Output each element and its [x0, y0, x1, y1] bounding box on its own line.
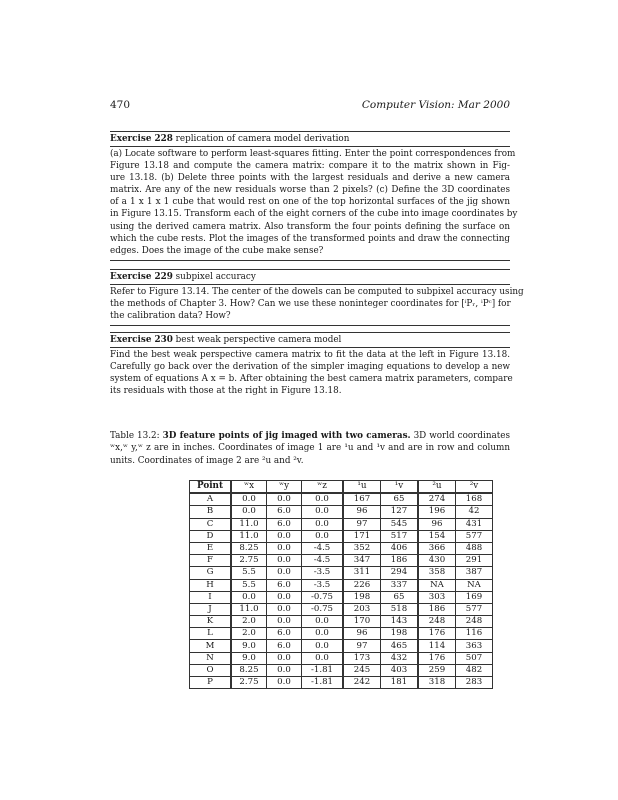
table-cell: B [190, 506, 232, 518]
table-cell: 303 [418, 591, 456, 603]
table-row [190, 542, 493, 554]
table-cell: 248 [418, 616, 456, 628]
exercise-line: system of equations A x = b. After obtaining the best camera matrix parameters, compare [110, 374, 513, 385]
column-header: Point [190, 481, 232, 494]
column-header: ¹v [381, 481, 419, 494]
table-cell: 6.0 [267, 579, 302, 591]
table-cell: 0.0 [267, 530, 302, 542]
table-cell: G [190, 567, 232, 579]
exercise-heading [110, 270, 510, 283]
table-cell: 0.0 [231, 493, 267, 506]
table-cell: 311 [343, 567, 381, 579]
table-cell: 0.0 [302, 616, 344, 628]
exercise-line: matrix. Are any of the new residuals worse than 2 pixels? (c) Define the 3D coordinates [110, 185, 510, 196]
exercise-body [110, 147, 518, 257]
table-cell: 42 [456, 506, 493, 518]
table-body [190, 493, 493, 689]
table-cell: 176 [418, 652, 456, 664]
table-row [190, 530, 493, 542]
table-cell: -4.5 [302, 555, 344, 567]
table-cell: 363 [456, 640, 493, 652]
table-row [190, 518, 493, 530]
table-row [190, 493, 493, 506]
table-row [190, 640, 493, 652]
caption-prefix: Table 13.2: [110, 431, 163, 441]
table-cell: N [190, 652, 232, 664]
table-cell: 259 [418, 664, 456, 676]
exercise-title: replication of camera model derivation [175, 134, 350, 144]
column-header: ¹u [343, 481, 381, 494]
table-cell: 196 [418, 506, 456, 518]
table-cell: 6.0 [267, 640, 302, 652]
table-cell: 517 [381, 530, 419, 542]
table-cell: 116 [456, 628, 493, 640]
table-cell: 5.5 [231, 567, 267, 579]
exercise-line: (a) Locate software to perform least-squares fitting. Enter the point correspondences from [110, 149, 516, 159]
table-cell: 176 [418, 628, 456, 640]
table-cell: 0.0 [267, 555, 302, 567]
table-cell: I [190, 591, 232, 603]
exercise-line: Carefully go back over the derivation of the simpler imaging equations to develop a new [110, 362, 510, 373]
exercise-number: Exercise 229 [110, 272, 173, 282]
table-cell: 545 [381, 518, 419, 530]
exercise-line: ure 13.18. (b) Delete three points with the largest residuals and derive a new camera [110, 173, 510, 184]
exercise-line: Figure 13.18 and compute the camera matrix: compare it to the matrix shown in Fig- [110, 161, 510, 172]
table-cell: 11.0 [231, 518, 267, 530]
table-cell: 0.0 [267, 591, 302, 603]
table-cell: 11.0 [231, 603, 267, 615]
table-cell: 171 [343, 530, 381, 542]
table-cell: 181 [381, 677, 419, 689]
exercise-line: the methods of Chapter 3. How? Can we use these noninteger coordinates for [ⁱPᵣ, ⁱPᶜ] for [110, 299, 511, 310]
running-title: Computer Vision: Mar 2000 [361, 99, 510, 111]
table-row [190, 603, 493, 615]
table-cell: 406 [381, 542, 419, 554]
exercise-body [110, 285, 524, 322]
table-cell: 245 [343, 664, 381, 676]
table-cell: A [190, 493, 232, 506]
table-row [190, 591, 493, 603]
table-cell: 2.75 [231, 555, 267, 567]
table-cell: 5.5 [231, 579, 267, 591]
table-cell: 248 [456, 616, 493, 628]
column-header: ʷz [302, 481, 344, 494]
table-cell: -1.81 [302, 664, 344, 676]
caption-line: ʷx,ʷ y,ʷ z are in inches. Coordinates of image 1 are ¹u and ¹v and are in row and column [110, 443, 510, 454]
table-cell: -1.81 [302, 677, 344, 689]
table-cell: 170 [343, 616, 381, 628]
exercise-title: subpixel accuracy [175, 272, 256, 282]
table-cell: D [190, 530, 232, 542]
exercise-line: the calibration data? How? [110, 311, 231, 322]
exercise-line: which the cube rests. Plot the images of the transformed points and draw the connecting [110, 233, 510, 244]
table-cell: 0.0 [302, 628, 344, 640]
table-row [190, 628, 493, 640]
table-cell: 168 [456, 493, 493, 506]
table-cell: -0.75 [302, 603, 344, 615]
table-row [190, 567, 493, 579]
table-cell: 2.0 [231, 628, 267, 640]
table-cell: 337 [381, 579, 419, 591]
table-cell: 0.0 [267, 677, 302, 689]
table-cell: 173 [343, 652, 381, 664]
table-cell: 577 [456, 530, 493, 542]
table-cell: 0.0 [267, 542, 302, 554]
table-cell: C [190, 518, 232, 530]
table-cell: 186 [381, 555, 419, 567]
table-cell: 387 [456, 567, 493, 579]
exercise-line: its residuals with those at the right in Figure 13.18. [110, 386, 342, 397]
column-header: ʷy [267, 481, 302, 494]
table-cell: 6.0 [267, 518, 302, 530]
table-cell: 9.0 [231, 640, 267, 652]
page-number: 470 [110, 99, 131, 111]
caption-line: units. Coordinates of image 2 are ²u and ²v. [110, 455, 304, 466]
table-cell: 0.0 [302, 493, 344, 506]
table-cell: 226 [343, 579, 381, 591]
table-cell: 403 [381, 664, 419, 676]
table-cell: 96 [343, 506, 381, 518]
feature-points-table [189, 480, 493, 689]
table-cell: -3.5 [302, 567, 344, 579]
table-row [190, 579, 493, 591]
table-cell: 97 [343, 518, 381, 530]
table-cell: -0.75 [302, 591, 344, 603]
table-cell: 169 [456, 591, 493, 603]
exercise-line: in Figure 13.15. Transform each of the eight corners of the cube into image coordinates by [110, 209, 518, 220]
table-cell: H [190, 579, 232, 591]
table-cell: 294 [381, 567, 419, 579]
table-cell: F [190, 555, 232, 567]
table-cell: 347 [343, 555, 381, 567]
table-cell: 0.0 [302, 506, 344, 518]
table-cell: 97 [343, 640, 381, 652]
table-cell: 482 [456, 664, 493, 676]
exercise-heading [110, 132, 510, 145]
table-cell: 0.0 [267, 652, 302, 664]
table-cell: J [190, 603, 232, 615]
table-cell: 127 [381, 506, 419, 518]
table-cell: NA [418, 579, 456, 591]
table-cell: 0.0 [267, 616, 302, 628]
exercise-line: Refer to Figure 13.14. The center of the dowels can be computed to subpixel accuracy using [110, 287, 524, 297]
exercise-line: using the derived camera matrix. Also transform the four points defining the surface on [110, 221, 510, 232]
table-cell: 0.0 [267, 493, 302, 506]
table-cell: 96 [343, 628, 381, 640]
column-header: ²u [418, 481, 456, 494]
table-row [190, 677, 493, 689]
table-row [190, 506, 493, 518]
table-cell: K [190, 616, 232, 628]
exercise-230 [110, 332, 513, 397]
caption-line [110, 430, 510, 442]
table-cell: 11.0 [231, 530, 267, 542]
table-cell: 6.0 [267, 628, 302, 640]
table-cell: M [190, 640, 232, 652]
table-cell: 9.0 [231, 652, 267, 664]
caption-rest: 3D world coordinates [410, 431, 510, 441]
table-header-row [190, 481, 493, 494]
table-cell: 274 [418, 493, 456, 506]
table-cell: 0.0 [267, 664, 302, 676]
table-cell: 0.0 [302, 652, 344, 664]
table-cell: 291 [456, 555, 493, 567]
table-cell: 0.0 [267, 567, 302, 579]
table-cell: 0.0 [302, 640, 344, 652]
table-cell: 358 [418, 567, 456, 579]
table-cell: 0.0 [231, 506, 267, 518]
table-cell: 465 [381, 640, 419, 652]
table-cell: 8.25 [231, 664, 267, 676]
caption-bold: 3D feature points of jig imaged with two cameras. [162, 431, 411, 441]
table-cell: 283 [456, 677, 493, 689]
exercise-title: best weak perspective camera model [175, 335, 342, 345]
table-cell: 431 [456, 518, 493, 530]
exercise-body [110, 348, 513, 397]
table-cell: 366 [418, 542, 456, 554]
table-cell: -4.5 [302, 542, 344, 554]
table-cell: 186 [418, 603, 456, 615]
column-header: ʷx [231, 481, 267, 494]
table-cell: 65 [381, 591, 419, 603]
column-header: ²v [456, 481, 493, 494]
table-cell: 242 [343, 677, 381, 689]
table-cell: 507 [456, 652, 493, 664]
exercise-line: Find the best weak perspective camera matrix to fit the data at the left in Figure 13.18. [110, 350, 510, 360]
table-caption [110, 430, 510, 467]
table-cell: 114 [418, 640, 456, 652]
table-cell: O [190, 664, 232, 676]
table-cell: 2.0 [231, 616, 267, 628]
exercise-number: Exercise 230 [110, 335, 173, 345]
table-row [190, 664, 493, 676]
table-cell: 488 [456, 542, 493, 554]
exercise-number: Exercise 228 [110, 134, 173, 144]
table-row [190, 652, 493, 664]
table-cell: 0.0 [302, 530, 344, 542]
table-cell: 198 [343, 591, 381, 603]
table-row [190, 616, 493, 628]
table-cell: 318 [418, 677, 456, 689]
table-cell: 6.0 [267, 506, 302, 518]
table-cell: 167 [343, 493, 381, 506]
exercise-line: edges. Does the image of the cube make sense? [110, 245, 324, 256]
table-cell: 577 [456, 603, 493, 615]
exercise-229 [110, 269, 524, 326]
table-cell: 8.25 [231, 542, 267, 554]
table-cell: 198 [381, 628, 419, 640]
table-cell: 432 [381, 652, 419, 664]
table-cell: 518 [381, 603, 419, 615]
table-cell: NA [456, 579, 493, 591]
table-cell: L [190, 628, 232, 640]
table-cell: E [190, 542, 232, 554]
exercise-228 [110, 131, 518, 261]
table-cell: 2.75 [231, 677, 267, 689]
table-cell: 0.0 [302, 518, 344, 530]
table-cell: 65 [381, 493, 419, 506]
table-cell: 430 [418, 555, 456, 567]
table-cell: 143 [381, 616, 419, 628]
table-cell: 352 [343, 542, 381, 554]
table-cell: 0.0 [231, 591, 267, 603]
table-cell: 203 [343, 603, 381, 615]
exercise-line: of a 1 x 1 x 1 cube that would rest on one of the top horizontal surfaces of the jig shown [110, 197, 510, 208]
exercise-heading [110, 333, 510, 346]
table-cell: -3.5 [302, 579, 344, 591]
table-row [190, 555, 493, 567]
table-cell: P [190, 677, 232, 689]
table-cell: 0.0 [267, 603, 302, 615]
table-cell: 96 [418, 518, 456, 530]
table-cell: 154 [418, 530, 456, 542]
page-header [110, 99, 510, 113]
